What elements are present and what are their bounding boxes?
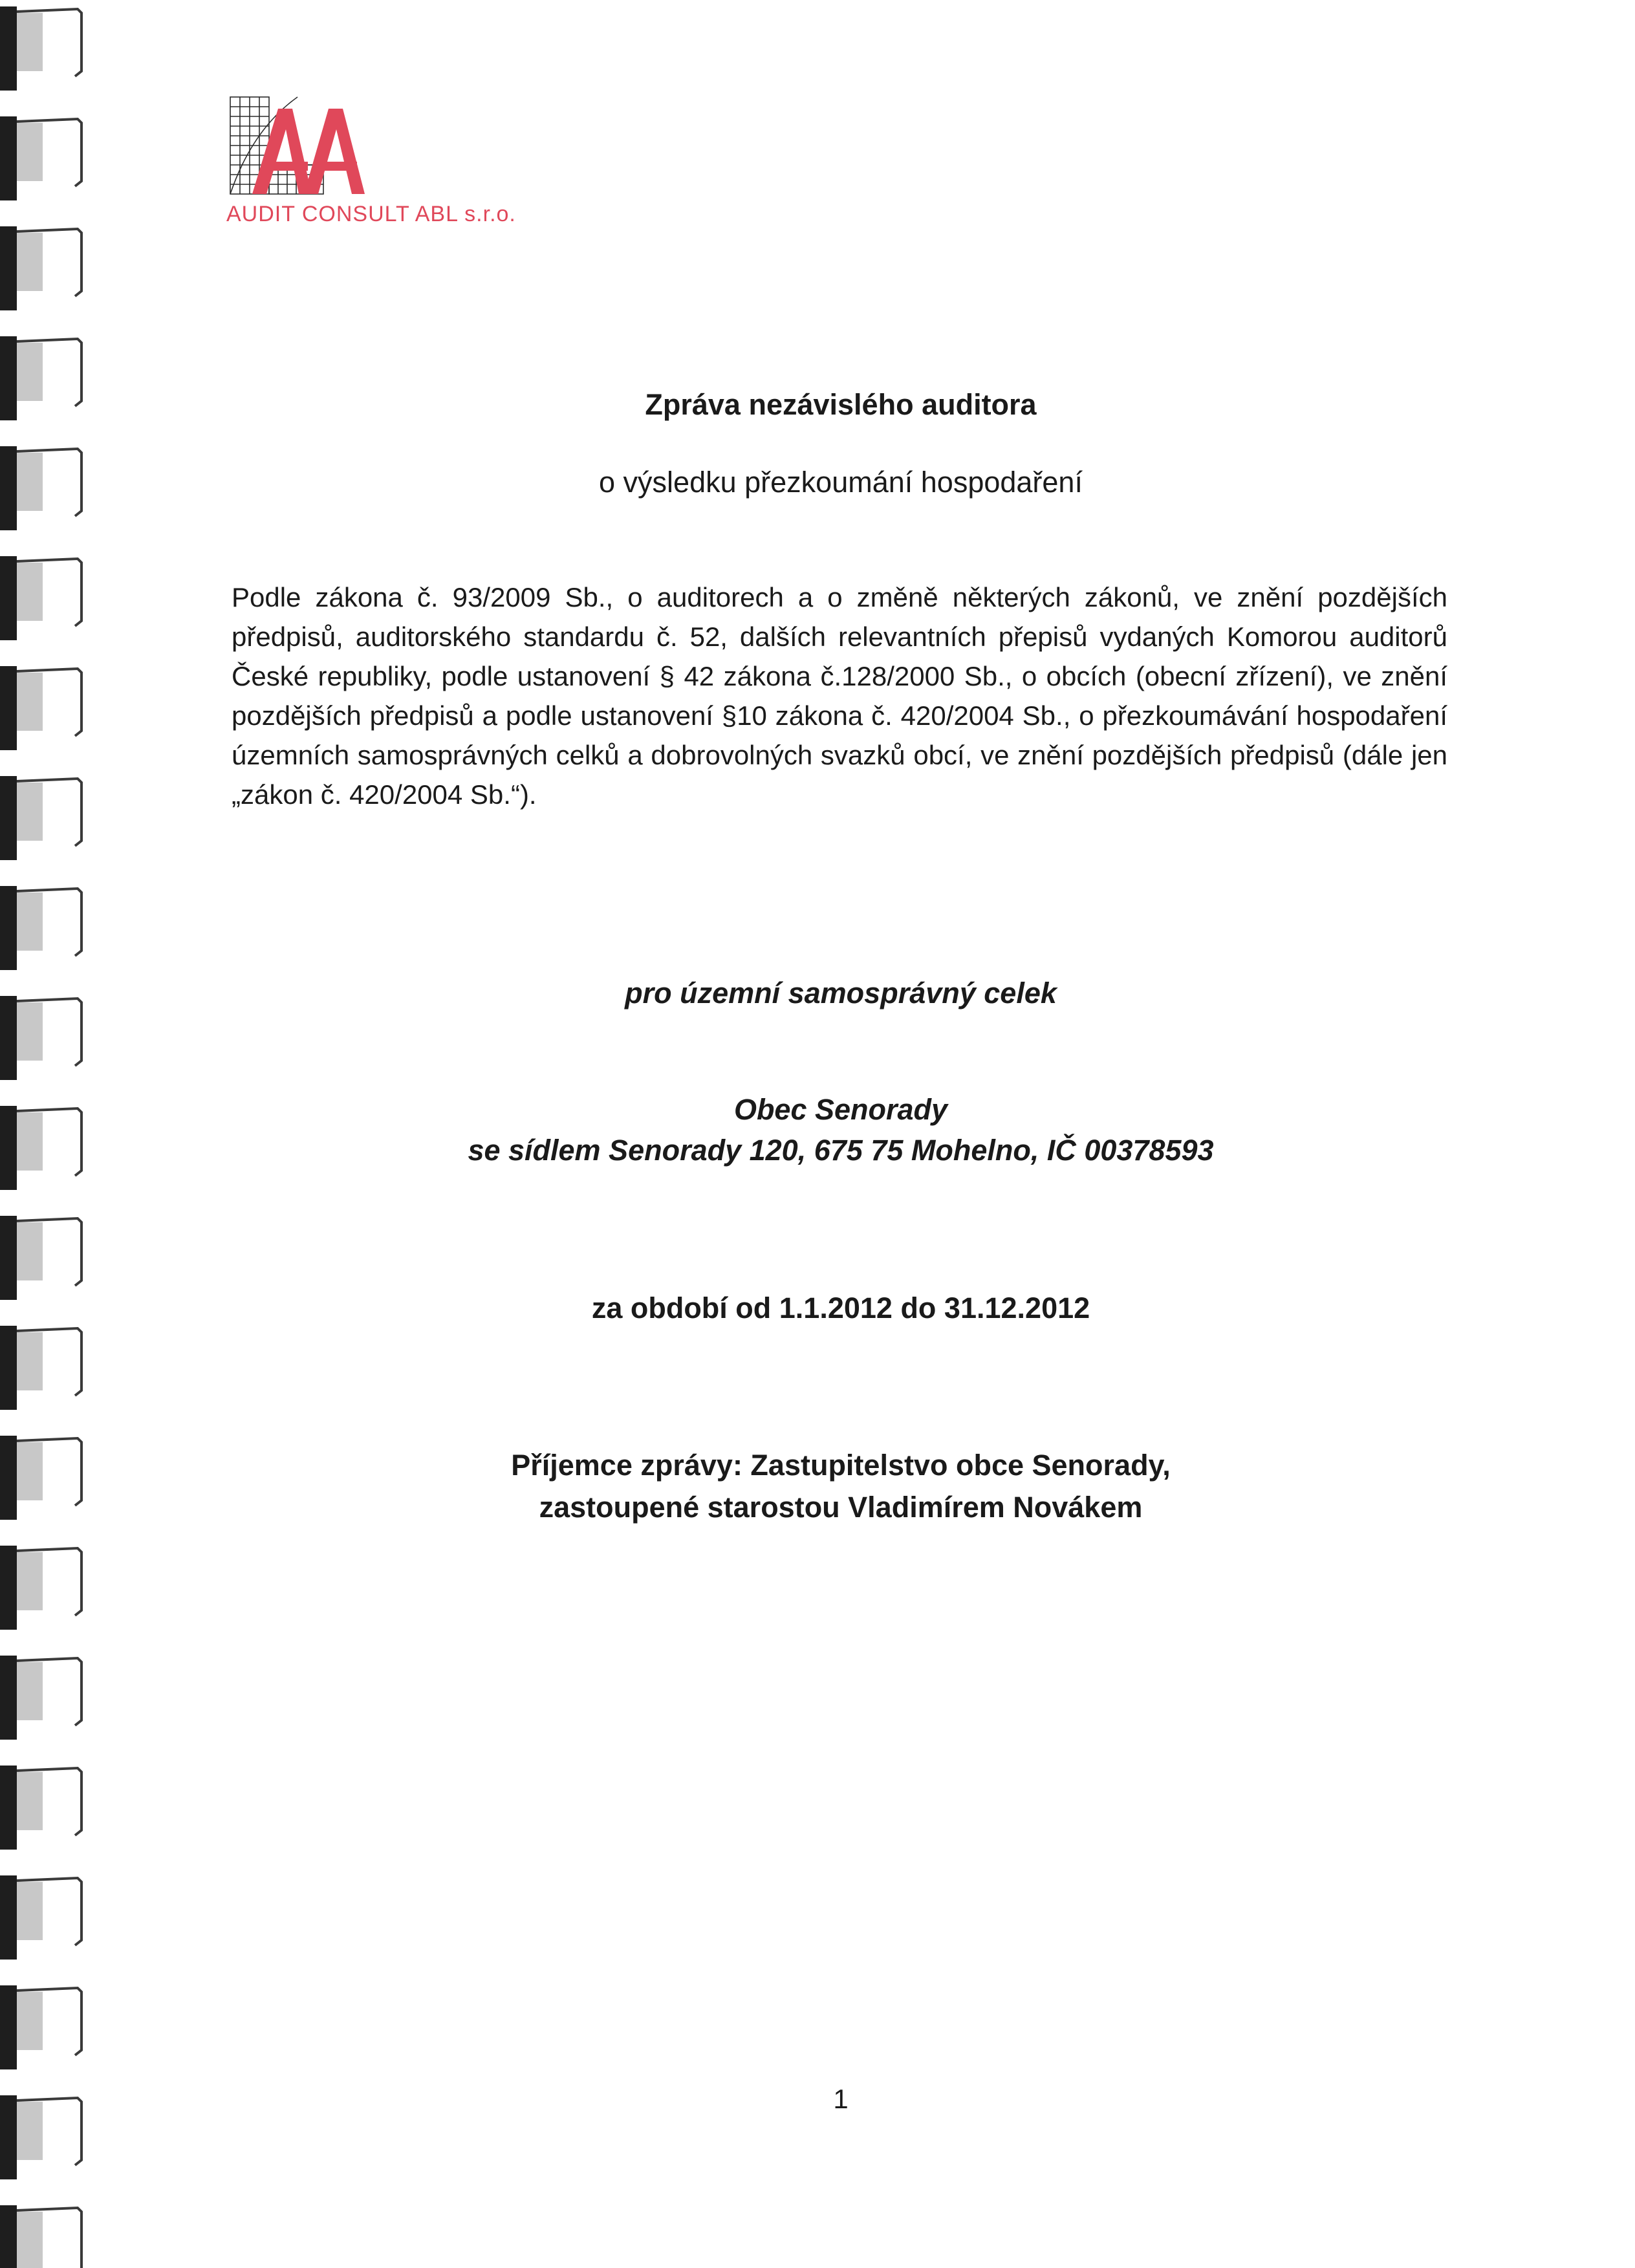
binding-strip — [0, 666, 17, 750]
binding-shadow — [17, 1332, 43, 1390]
binding-strip — [0, 1766, 17, 1850]
binding-shadow — [17, 1112, 43, 1171]
binding-shadow — [17, 13, 43, 71]
legal-basis-paragraph: Podle zákona č. 93/2009 Sb., o auditorech a o změně některých zákonů, ve znění pozdějších předpisů, auditorského standardu č. 52, dalších relevantních přepisů vydaných Komorou auditorů České republiky, podle ustanovení § 42 zákona č.128/2000 Sb., o obcích (obecní zřízení), ve znění pozdějších předpisů a podle ustanovení §10 zákona č. 420/2004 Sb., o přezkoumávání hospodaření územních samosprávných celků a dobrovolných svazků obcí, ve znění pozdějších předpisů (dále jen „zákon č. 420/2004 Sb.“). — [232, 582, 1447, 810]
binding-strip — [0, 1106, 17, 1190]
binding-strip — [0, 1985, 17, 2069]
binding-shadow — [17, 123, 43, 181]
binding-strip — [0, 116, 17, 200]
binding-shadow — [17, 1222, 43, 1280]
spiral-binding-edge — [0, 0, 97, 2268]
company-name: AUDIT CONSULT ABL s.r.o. — [226, 202, 516, 226]
binding-strip — [0, 6, 17, 91]
binding-strip — [0, 1656, 17, 1740]
report-title: Zpráva nezávislého auditora — [645, 388, 1037, 421]
binding-shadow — [17, 1772, 43, 1830]
binding-shadow — [17, 2102, 43, 2160]
entity-address: se sídlem Senorady 120, 675 75 Mohelno, IČ 00378593 — [468, 1134, 1214, 1167]
binding-strip — [0, 1326, 17, 1410]
binding-shadow — [17, 233, 43, 291]
binding-strip — [0, 776, 17, 860]
binding-strip — [0, 996, 17, 1080]
binding-shadow — [17, 563, 43, 621]
binding-strip — [0, 2095, 17, 2179]
binding-shadow — [17, 2212, 43, 2268]
binding-shadow — [17, 892, 43, 951]
binding-shadow — [17, 453, 43, 511]
report-period: za období od 1.1.2012 do 31.12.2012 — [591, 1291, 1090, 1324]
binding-shadow — [17, 673, 43, 731]
binding-shadow — [17, 783, 43, 841]
binding-strip — [0, 1546, 17, 1630]
binding-strip — [0, 336, 17, 420]
binding-strip — [0, 1216, 17, 1300]
report-subtitle: o výsledku přezkoumání hospodaření — [599, 466, 1083, 499]
binding-shadow — [17, 1002, 43, 1061]
binding-strip — [0, 446, 17, 530]
binding-strip — [0, 1875, 17, 1960]
entity-type: pro územní samosprávný celek — [625, 977, 1057, 1010]
recipient-line-1: Příjemce zprávy: Zastupitelstvo obce Senorady, — [511, 1449, 1171, 1482]
binding-strip — [0, 2205, 17, 2268]
binding-strip — [0, 886, 17, 970]
binding-shadow — [17, 1882, 43, 1940]
recipient-line-2: zastoupené starostou Vladimírem Novákem — [539, 1491, 1143, 1524]
entity-name: Obec Senorady — [733, 1093, 948, 1126]
binding-shadow — [17, 1552, 43, 1610]
page-number: 1 — [833, 2084, 849, 2114]
binding-shadow — [17, 1662, 43, 1720]
binding-shadow — [17, 1442, 43, 1500]
binding-strip — [0, 556, 17, 640]
company-logo — [226, 91, 369, 200]
binding-shadow — [17, 343, 43, 401]
binding-shadow — [17, 1992, 43, 2050]
binding-strip — [0, 1436, 17, 1520]
binding-strip — [0, 226, 17, 310]
